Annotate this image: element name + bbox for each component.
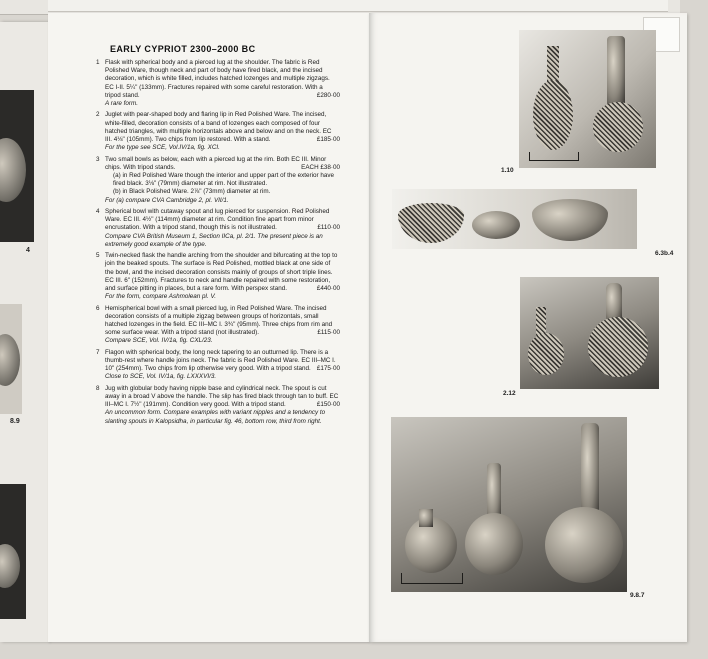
tripod-stand [529,152,579,161]
left-vessel-3 [0,544,20,588]
entry-price: £175·00 [316,365,340,373]
entry-number: 1 [96,59,100,66]
juglet-body [533,80,573,150]
photo-flask-and-juglet [519,30,656,168]
entry-price: £280·00 [316,91,340,99]
figure-label: 1.10 [501,167,514,174]
entry-note: For the form, compare Ashmolean pl. V. [105,293,216,301]
flask-body [593,102,643,152]
catalogue-entry-7 [96,349,340,382]
entry-price: £110·00 [317,224,340,232]
figure-label: 6.3b.4 [655,250,674,257]
entry-price: £440·00 [316,285,340,293]
entry-description: Jug with globular body having nipple base and cylindrical neck. The spout is cut away in a broad V above the handle. The slip has fired black through tan to buff. EC III–MC I. 7½" (191mm). Condition very good. With a tripod stand. [105,384,339,409]
flagon-body [545,507,623,583]
entry-price: EACH £38·00 [301,163,340,171]
entry-number: 4 [96,208,100,216]
juglet-neck [547,46,559,84]
left-photo-1 [0,90,34,242]
entry-description: Juglet with pear-shaped body and flaring lip in Red Polished Ware. The incised, white-filled, decoration consists of a band of lozenges each composed of four hatched triangles, with multiple horizontals above and below and on the neck. EC III. 4⅛" (105mm). Two chips from lip restored. With a stand. [105,111,332,144]
entry-number: 5 [96,252,100,260]
catalogue-heading: EARLY CYPRIOT 2300–2000 BC [110,44,256,54]
entry-sub-a: (a) in Red Polished Ware though the interior and upper part of the exterior have fired black. 3⅛" (79mm) diameter at rim. Not illustrated. [113,172,334,188]
catalogue-entry-6 [96,305,340,346]
entry-description: Hemispherical bowl with a small pierced lug, in Red Polished Ware. The incised decoration consists of a multiple zigzag between groups of horizontals, small hatched lozenges in the field. EC III–MC I. 3¾" (95mm). Three chips from rim and some surface wear. With a tripod stand (not illustrated). [105,304,333,337]
entry-description: Flagon with spherical body, the long neck tapering to an outturned lip. There is a thumb-rest where handle joins neck. The fabric is Red Polished Ware. EC III–MC I. 10" (254mm). Two chips from lip otherwise very good. With a tripod stand. [105,348,336,373]
left-vessel-2 [0,334,20,386]
entry-description: Two small bowls as below, each with a pierced lug at the rim. Both EC III. Minor chips. With tripod stands. [105,155,327,171]
photo-three-bowls [392,189,637,249]
entry-price: £150·00 [316,401,340,409]
entry-sub-b: (b) in Black Polished Ware. 2⅞" (73mm) diameter at rim. [113,188,271,196]
entry-number: 8 [96,384,100,392]
left-figure-label-1: 4 [26,247,30,254]
left-underlying-page [0,22,48,642]
catalogue-entry-3 [96,156,340,205]
twin-flask-body [588,317,648,377]
left-vessel-1 [0,138,26,202]
entry-note: For the type see SCE, Vol.IV/1a, fig. XCI. [105,144,220,152]
entry-description: Twin-necked flask the handle arching from the shoulder and bifurcating at the top to join the beaked spouts. The surface is Red Polished, mottled black at one side of the bowl, and the incised decoration consists mainly of groups of short triple lines. EC III. 6" (152mm). Fractures to neck and handle repaired with some restoration, and surface pitting in places, but a rare form. With perspex stand. [105,252,338,293]
entry-number: 7 [96,348,100,356]
entry-description: Spherical bowl with cutaway spout and lug pierced for suspension. Red Polished Ware. EC III. 4½" (114mm) diameter at rim. Condition fine apart from minor encrustation. With a tripod stand, though this is not illustrated. [105,208,330,232]
entry-note: Close to SCE, Vol. IV/1a, fig. LXXXVI/3. [105,373,217,381]
small-jug-neck [419,509,433,527]
entry-price: £115·00 [317,329,340,337]
entry-number: 3 [96,155,100,163]
entry-price: £185·00 [316,136,340,144]
entry-number: 2 [96,111,100,119]
bowl-right-spouted [532,199,608,241]
entry-note: Compare SCE, Vol. IV/1a, fig. CXL/23. [105,337,213,345]
entry-note: A rare form. [105,100,139,108]
bowl-left [398,203,464,243]
left-figure-label-2: 8.9 [10,418,20,425]
catalogue-entry-8 [96,385,340,426]
photo-jugs-and-flagon [391,417,627,592]
catalogue-entry-2 [96,111,340,152]
entry-description: Flask with spherical body and a pierced lug at the shoulder. The fabric is Red Polished Ware, though neck and part of body have fired black, and the incised decoration, which is white filled, includes hatched lozenges and multiple zigzags. EC I-II. 5¼" (133mm). Fractures repaired with some careful restoration. With a tripod stand. [105,59,330,99]
jug-body [528,333,564,375]
figure-label: 2.12 [503,390,516,397]
flask-neck [607,36,625,108]
entry-note: For (a) compare CVA Cambridge 2, pl. VII/1. [105,196,229,204]
entry-number: 6 [96,304,100,312]
catalogue-entries [96,59,340,429]
figure-label: 9.8.7 [630,592,645,599]
bowl-middle [472,211,520,239]
catalogue-entry-1 [96,59,340,108]
catalogue-entry-4 [96,208,340,249]
catalogue-entry-5 [96,252,340,301]
tripod-stand [401,573,463,584]
left-photo-2 [0,304,22,414]
left-photo-3 [0,484,26,619]
entry-note: Compare CVA British Museum 1, Section IICa, pl. 2/1. The present piece is an extremely good example of the type. [105,232,323,248]
jug-with-spout-body [465,513,523,575]
entry-note: An uncommon form. Compare examples with variant nipples and a tendency to slanting spouts in Kalopsidha, in particular fig. 46, bottom row, third from right. [105,409,326,425]
photo-twin-flask [520,277,659,389]
background-sheet-upper [48,0,668,12]
